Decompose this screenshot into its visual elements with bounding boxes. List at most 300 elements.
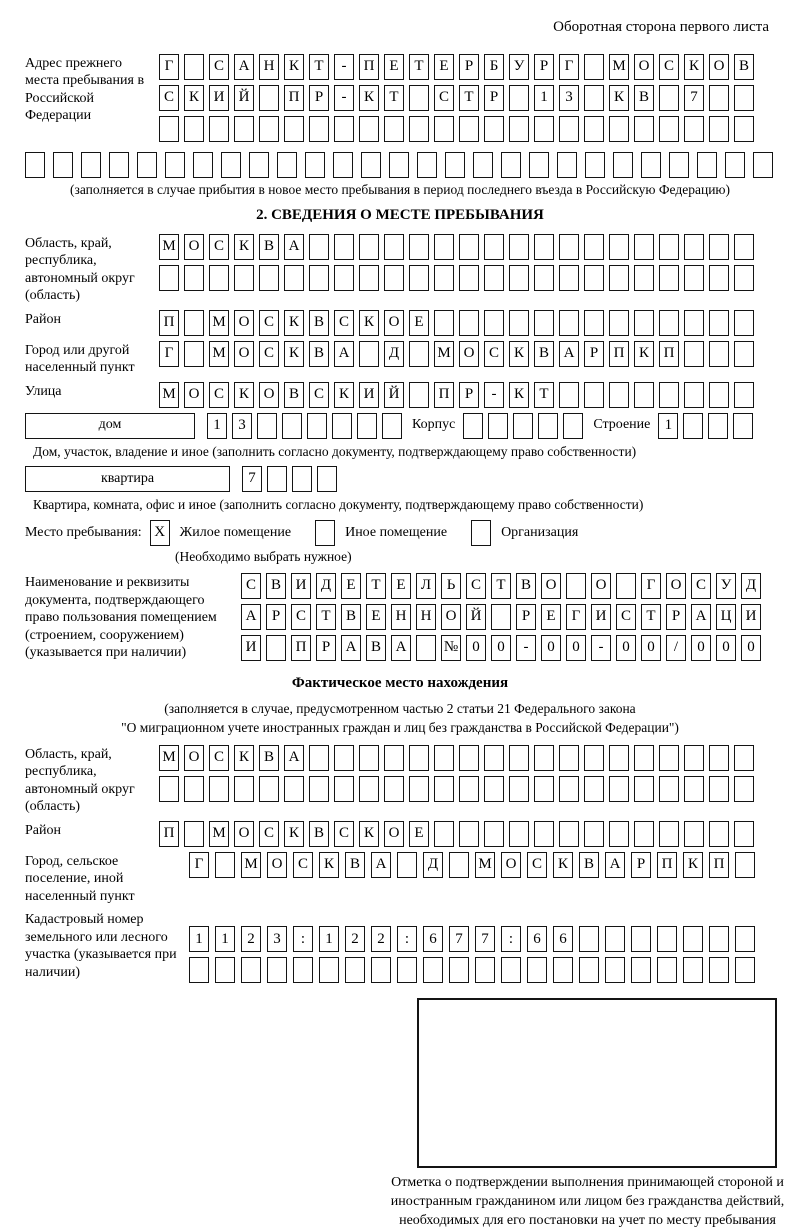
char-cell[interactable] xyxy=(734,821,754,847)
char-cell[interactable]: Г xyxy=(159,341,179,367)
char-cell[interactable]: П xyxy=(291,635,311,661)
char-cell[interactable]: В xyxy=(341,604,361,630)
char-cell[interactable]: 2 xyxy=(371,926,391,952)
char-cell[interactable] xyxy=(734,265,754,291)
char-cell[interactable] xyxy=(584,776,604,802)
char-cell[interactable] xyxy=(267,466,287,492)
char-cell[interactable] xyxy=(209,776,229,802)
char-cell[interactable]: Е xyxy=(409,310,429,336)
char-cell[interactable] xyxy=(527,957,547,983)
char-cell[interactable]: - xyxy=(334,85,354,111)
char-cell[interactable] xyxy=(559,265,579,291)
char-cell[interactable] xyxy=(509,116,529,142)
char-cell[interactable] xyxy=(684,310,704,336)
char-cell[interactable] xyxy=(309,234,329,260)
char-cell[interactable]: Т xyxy=(491,573,511,599)
char-cell[interactable]: Н xyxy=(391,604,411,630)
char-cell[interactable]: О xyxy=(259,382,279,408)
char-cell[interactable] xyxy=(434,821,454,847)
char-cell[interactable]: В xyxy=(284,382,304,408)
char-cell[interactable]: В xyxy=(259,745,279,771)
char-cell[interactable]: С xyxy=(259,821,279,847)
char-cell[interactable]: М xyxy=(159,234,179,260)
char-cell[interactable] xyxy=(459,265,479,291)
char-cell[interactable]: Т xyxy=(459,85,479,111)
char-cell[interactable] xyxy=(529,152,549,178)
char-cell[interactable] xyxy=(484,310,504,336)
char-cell[interactable] xyxy=(657,957,677,983)
char-cell[interactable] xyxy=(534,745,554,771)
char-cell[interactable]: К xyxy=(334,382,354,408)
char-cell[interactable]: Т xyxy=(309,54,329,80)
char-cell[interactable]: С xyxy=(334,310,354,336)
char-cell[interactable] xyxy=(332,413,352,439)
char-cell[interactable] xyxy=(553,957,573,983)
char-cell[interactable] xyxy=(509,265,529,291)
char-cell[interactable]: Р xyxy=(459,54,479,80)
char-cell[interactable]: К xyxy=(609,85,629,111)
char-cell[interactable] xyxy=(109,152,129,178)
char-cell[interactable]: С xyxy=(259,310,279,336)
char-cell[interactable] xyxy=(284,776,304,802)
char-cell[interactable]: Р xyxy=(316,635,336,661)
char-cell[interactable] xyxy=(184,776,204,802)
char-cell[interactable]: Е xyxy=(434,54,454,80)
char-cell[interactable]: К xyxy=(634,341,654,367)
char-cell[interactable] xyxy=(659,265,679,291)
char-cell[interactable] xyxy=(584,745,604,771)
char-cell[interactable]: С xyxy=(334,821,354,847)
char-cell[interactable] xyxy=(463,413,483,439)
char-cell[interactable]: Н xyxy=(259,54,279,80)
char-cell[interactable] xyxy=(359,265,379,291)
char-cell[interactable] xyxy=(584,382,604,408)
char-cell[interactable] xyxy=(534,265,554,291)
char-cell[interactable]: О xyxy=(666,573,686,599)
char-cell[interactable]: : xyxy=(293,926,313,952)
fact-oblast-row-2[interactable] xyxy=(159,776,754,802)
char-cell[interactable]: 1 xyxy=(215,926,235,952)
char-cell[interactable]: М xyxy=(159,382,179,408)
char-cell[interactable] xyxy=(189,957,209,983)
fact-raion-row[interactable] xyxy=(159,821,754,847)
char-cell[interactable] xyxy=(184,821,204,847)
char-cell[interactable]: Р xyxy=(459,382,479,408)
char-cell[interactable] xyxy=(184,116,204,142)
char-cell[interactable] xyxy=(634,234,654,260)
char-cell[interactable] xyxy=(659,776,679,802)
char-cell[interactable] xyxy=(449,957,469,983)
char-cell[interactable] xyxy=(53,152,73,178)
char-cell[interactable] xyxy=(566,573,586,599)
char-cell[interactable] xyxy=(683,926,703,952)
char-cell[interactable]: П xyxy=(709,852,729,878)
char-cell[interactable]: А xyxy=(391,635,411,661)
char-cell[interactable]: О xyxy=(709,54,729,80)
char-cell[interactable]: 1 xyxy=(658,413,678,439)
char-cell[interactable]: О xyxy=(234,310,254,336)
checkbox-organizatsiya[interactable] xyxy=(471,520,491,546)
char-cell[interactable]: Р xyxy=(631,852,651,878)
char-cell[interactable]: О xyxy=(441,604,461,630)
char-cell[interactable] xyxy=(184,310,204,336)
char-cell[interactable]: О xyxy=(384,310,404,336)
char-cell[interactable]: Г xyxy=(641,573,661,599)
char-cell[interactable] xyxy=(584,54,604,80)
char-cell[interactable]: Т xyxy=(641,604,661,630)
char-cell[interactable]: А xyxy=(284,745,304,771)
char-cell[interactable] xyxy=(734,116,754,142)
char-cell[interactable] xyxy=(579,926,599,952)
char-cell[interactable] xyxy=(484,116,504,142)
char-cell[interactable]: В xyxy=(734,54,754,80)
char-cell[interactable] xyxy=(734,234,754,260)
char-cell[interactable] xyxy=(81,152,101,178)
section2-oblast-row-2[interactable] xyxy=(159,265,754,291)
char-cell[interactable] xyxy=(609,821,629,847)
char-cell[interactable] xyxy=(684,821,704,847)
char-cell[interactable]: В xyxy=(309,821,329,847)
char-cell[interactable]: Ь xyxy=(441,573,461,599)
char-cell[interactable]: П xyxy=(609,341,629,367)
char-cell[interactable]: Д xyxy=(384,341,404,367)
char-cell[interactable]: 0 xyxy=(466,635,486,661)
char-cell[interactable] xyxy=(491,604,511,630)
char-cell[interactable] xyxy=(609,745,629,771)
char-cell[interactable] xyxy=(684,341,704,367)
char-cell[interactable]: У xyxy=(716,573,736,599)
char-cell[interactable]: С xyxy=(259,341,279,367)
char-cell[interactable] xyxy=(669,152,689,178)
char-cell[interactable] xyxy=(557,152,577,178)
char-cell[interactable] xyxy=(434,310,454,336)
char-cell[interactable] xyxy=(634,382,654,408)
char-cell[interactable]: О xyxy=(184,382,204,408)
char-cell[interactable] xyxy=(683,957,703,983)
char-cell[interactable] xyxy=(641,152,661,178)
char-cell[interactable] xyxy=(357,413,377,439)
fact-gorod-row[interactable] xyxy=(189,852,755,878)
char-cell[interactable] xyxy=(184,54,204,80)
prev-address-row-2[interactable] xyxy=(159,85,754,111)
char-cell[interactable] xyxy=(659,382,679,408)
char-cell[interactable] xyxy=(137,152,157,178)
char-cell[interactable] xyxy=(459,776,479,802)
char-cell[interactable] xyxy=(309,265,329,291)
fact-oblast-row-1[interactable] xyxy=(159,745,754,771)
char-cell[interactable] xyxy=(657,926,677,952)
char-cell[interactable] xyxy=(309,116,329,142)
char-cell[interactable] xyxy=(484,821,504,847)
char-cell[interactable] xyxy=(609,382,629,408)
char-cell[interactable]: К xyxy=(284,341,304,367)
char-cell[interactable]: В xyxy=(309,341,329,367)
char-cell[interactable] xyxy=(735,852,755,878)
char-cell[interactable]: М xyxy=(209,821,229,847)
char-cell[interactable] xyxy=(735,957,755,983)
char-cell[interactable]: С xyxy=(209,745,229,771)
char-cell[interactable] xyxy=(259,85,279,111)
char-cell[interactable] xyxy=(484,265,504,291)
char-cell[interactable] xyxy=(309,745,329,771)
char-cell[interactable]: М xyxy=(609,54,629,80)
char-cell[interactable] xyxy=(215,852,235,878)
char-cell[interactable] xyxy=(634,776,654,802)
char-cell[interactable] xyxy=(259,116,279,142)
char-cell[interactable]: Е xyxy=(384,54,404,80)
char-cell[interactable] xyxy=(249,152,269,178)
char-cell[interactable]: В xyxy=(634,85,654,111)
char-cell[interactable]: 0 xyxy=(716,635,736,661)
char-cell[interactable]: Т xyxy=(316,604,336,630)
char-cell[interactable] xyxy=(563,413,583,439)
char-cell[interactable] xyxy=(708,413,728,439)
char-cell[interactable] xyxy=(459,116,479,142)
korpus-cells[interactable] xyxy=(463,413,583,439)
char-cell[interactable]: О xyxy=(234,821,254,847)
char-cell[interactable]: 7 xyxy=(242,466,262,492)
char-cell[interactable] xyxy=(684,234,704,260)
char-cell[interactable] xyxy=(634,265,654,291)
char-cell[interactable] xyxy=(384,745,404,771)
char-cell[interactable]: С xyxy=(209,54,229,80)
char-cell[interactable] xyxy=(734,776,754,802)
char-cell[interactable] xyxy=(509,234,529,260)
char-cell[interactable]: Б xyxy=(484,54,504,80)
char-cell[interactable]: Т xyxy=(534,382,554,408)
char-cell[interactable]: К xyxy=(509,382,529,408)
char-cell[interactable]: Р xyxy=(666,604,686,630)
char-cell[interactable]: - xyxy=(591,635,611,661)
char-cell[interactable] xyxy=(221,152,241,178)
char-cell[interactable]: С xyxy=(434,85,454,111)
char-cell[interactable]: : xyxy=(397,926,417,952)
char-cell[interactable] xyxy=(734,745,754,771)
char-cell[interactable] xyxy=(305,152,325,178)
char-cell[interactable] xyxy=(241,957,261,983)
char-cell[interactable] xyxy=(559,745,579,771)
char-cell[interactable]: Е xyxy=(409,821,429,847)
char-cell[interactable] xyxy=(584,116,604,142)
char-cell[interactable]: Л xyxy=(416,573,436,599)
char-cell[interactable] xyxy=(359,745,379,771)
char-cell[interactable] xyxy=(267,957,287,983)
char-cell[interactable] xyxy=(165,152,185,178)
char-cell[interactable] xyxy=(184,341,204,367)
char-cell[interactable] xyxy=(534,234,554,260)
char-cell[interactable] xyxy=(471,520,491,546)
char-cell[interactable]: Е xyxy=(341,573,361,599)
char-cell[interactable]: 7 xyxy=(475,926,495,952)
char-cell[interactable]: И xyxy=(241,635,261,661)
char-cell[interactable] xyxy=(257,413,277,439)
char-cell[interactable]: П xyxy=(359,54,379,80)
char-cell[interactable]: К xyxy=(684,54,704,80)
char-cell[interactable] xyxy=(334,776,354,802)
char-cell[interactable] xyxy=(709,776,729,802)
char-cell[interactable]: Р xyxy=(584,341,604,367)
char-cell[interactable]: В xyxy=(516,573,536,599)
char-cell[interactable] xyxy=(609,265,629,291)
char-cell[interactable]: О xyxy=(591,573,611,599)
char-cell[interactable] xyxy=(634,310,654,336)
char-cell[interactable]: М xyxy=(209,341,229,367)
char-cell[interactable] xyxy=(292,466,312,492)
char-cell[interactable]: 3 xyxy=(267,926,287,952)
char-cell[interactable] xyxy=(449,852,469,878)
char-cell[interactable]: 2 xyxy=(345,926,365,952)
doc-row-1[interactable] xyxy=(241,573,761,599)
char-cell[interactable]: Т xyxy=(409,54,429,80)
char-cell[interactable]: У xyxy=(509,54,529,80)
char-cell[interactable] xyxy=(382,413,402,439)
char-cell[interactable]: Е xyxy=(366,604,386,630)
char-cell[interactable] xyxy=(334,265,354,291)
char-cell[interactable] xyxy=(734,341,754,367)
char-cell[interactable]: 1 xyxy=(189,926,209,952)
char-cell[interactable] xyxy=(659,310,679,336)
char-cell[interactable]: В xyxy=(534,341,554,367)
char-cell[interactable] xyxy=(709,85,729,111)
fact-kadastr-row-1[interactable] xyxy=(189,926,755,952)
char-cell[interactable]: К xyxy=(359,310,379,336)
char-cell[interactable] xyxy=(709,926,729,952)
char-cell[interactable]: С xyxy=(466,573,486,599)
char-cell[interactable] xyxy=(659,745,679,771)
char-cell[interactable]: К xyxy=(319,852,339,878)
char-cell[interactable] xyxy=(434,776,454,802)
char-cell[interactable]: П xyxy=(659,341,679,367)
char-cell[interactable]: К xyxy=(683,852,703,878)
char-cell[interactable] xyxy=(307,413,327,439)
char-cell[interactable]: 0 xyxy=(566,635,586,661)
char-cell[interactable]: Д xyxy=(423,852,443,878)
char-cell[interactable] xyxy=(409,745,429,771)
char-cell[interactable] xyxy=(371,957,391,983)
char-cell[interactable]: 0 xyxy=(641,635,661,661)
char-cell[interactable]: 2 xyxy=(241,926,261,952)
char-cell[interactable] xyxy=(359,234,379,260)
char-cell[interactable]: К xyxy=(184,85,204,111)
char-cell[interactable] xyxy=(605,957,625,983)
char-cell[interactable] xyxy=(559,310,579,336)
char-cell[interactable] xyxy=(409,234,429,260)
char-cell[interactable]: О xyxy=(459,341,479,367)
char-cell[interactable]: / xyxy=(666,635,686,661)
char-cell[interactable] xyxy=(184,265,204,291)
char-cell[interactable]: Н xyxy=(416,604,436,630)
char-cell[interactable] xyxy=(501,152,521,178)
char-cell[interactable] xyxy=(509,821,529,847)
char-cell[interactable]: 1 xyxy=(319,926,339,952)
char-cell[interactable] xyxy=(384,776,404,802)
char-cell[interactable] xyxy=(193,152,213,178)
char-cell[interactable]: О xyxy=(184,745,204,771)
char-cell[interactable]: 1 xyxy=(207,413,227,439)
char-cell[interactable] xyxy=(333,152,353,178)
char-cell[interactable] xyxy=(634,745,654,771)
char-cell[interactable] xyxy=(459,745,479,771)
char-cell[interactable]: Р xyxy=(484,85,504,111)
char-cell[interactable] xyxy=(734,382,754,408)
char-cell[interactable] xyxy=(684,776,704,802)
char-cell[interactable]: О xyxy=(267,852,287,878)
char-cell[interactable] xyxy=(559,821,579,847)
char-cell[interactable]: И xyxy=(741,604,761,630)
house-type-box[interactable]: дом xyxy=(25,413,195,439)
char-cell[interactable]: А xyxy=(605,852,625,878)
char-cell[interactable] xyxy=(584,234,604,260)
char-cell[interactable]: - xyxy=(484,382,504,408)
char-cell[interactable]: А xyxy=(284,234,304,260)
char-cell[interactable] xyxy=(282,413,302,439)
char-cell[interactable] xyxy=(709,341,729,367)
char-cell[interactable]: Й xyxy=(466,604,486,630)
char-cell[interactable] xyxy=(584,821,604,847)
char-cell[interactable] xyxy=(534,310,554,336)
char-cell[interactable]: : xyxy=(501,926,521,952)
char-cell[interactable]: 3 xyxy=(232,413,252,439)
char-cell[interactable]: Т xyxy=(384,85,404,111)
char-cell[interactable] xyxy=(159,776,179,802)
char-cell[interactable] xyxy=(488,413,508,439)
char-cell[interactable] xyxy=(416,635,436,661)
char-cell[interactable] xyxy=(409,116,429,142)
char-cell[interactable] xyxy=(585,152,605,178)
char-cell[interactable] xyxy=(659,85,679,111)
char-cell[interactable] xyxy=(659,116,679,142)
char-cell[interactable]: И xyxy=(591,604,611,630)
char-cell[interactable]: С xyxy=(209,234,229,260)
section2-raion-row[interactable] xyxy=(159,310,754,336)
char-cell[interactable] xyxy=(709,382,729,408)
char-cell[interactable] xyxy=(709,116,729,142)
char-cell[interactable] xyxy=(513,413,533,439)
char-cell[interactable]: Ц xyxy=(716,604,736,630)
char-cell[interactable] xyxy=(538,413,558,439)
char-cell[interactable] xyxy=(683,413,703,439)
char-cell[interactable]: Р xyxy=(516,604,536,630)
char-cell[interactable] xyxy=(734,85,754,111)
char-cell[interactable]: 6 xyxy=(553,926,573,952)
char-cell[interactable] xyxy=(709,234,729,260)
char-cell[interactable] xyxy=(384,116,404,142)
char-cell[interactable]: К xyxy=(553,852,573,878)
char-cell[interactable]: № xyxy=(441,635,461,661)
char-cell[interactable] xyxy=(266,635,286,661)
char-cell[interactable] xyxy=(417,152,437,178)
char-cell[interactable]: А xyxy=(341,635,361,661)
char-cell[interactable] xyxy=(409,341,429,367)
char-cell[interactable]: Г xyxy=(559,54,579,80)
char-cell[interactable] xyxy=(584,85,604,111)
char-cell[interactable] xyxy=(709,745,729,771)
house-number-cells[interactable] xyxy=(207,413,402,439)
char-cell[interactable]: И xyxy=(359,382,379,408)
char-cell[interactable] xyxy=(459,821,479,847)
char-cell[interactable]: А xyxy=(234,54,254,80)
char-cell[interactable]: К xyxy=(284,821,304,847)
char-cell[interactable] xyxy=(334,234,354,260)
char-cell[interactable] xyxy=(616,573,636,599)
char-cell[interactable] xyxy=(423,957,443,983)
char-cell[interactable] xyxy=(579,957,599,983)
flat-type-box[interactable]: квартира xyxy=(25,466,230,492)
char-cell[interactable]: О xyxy=(634,54,654,80)
char-cell[interactable] xyxy=(584,310,604,336)
char-cell[interactable]: А xyxy=(371,852,391,878)
char-cell[interactable]: 0 xyxy=(616,635,636,661)
